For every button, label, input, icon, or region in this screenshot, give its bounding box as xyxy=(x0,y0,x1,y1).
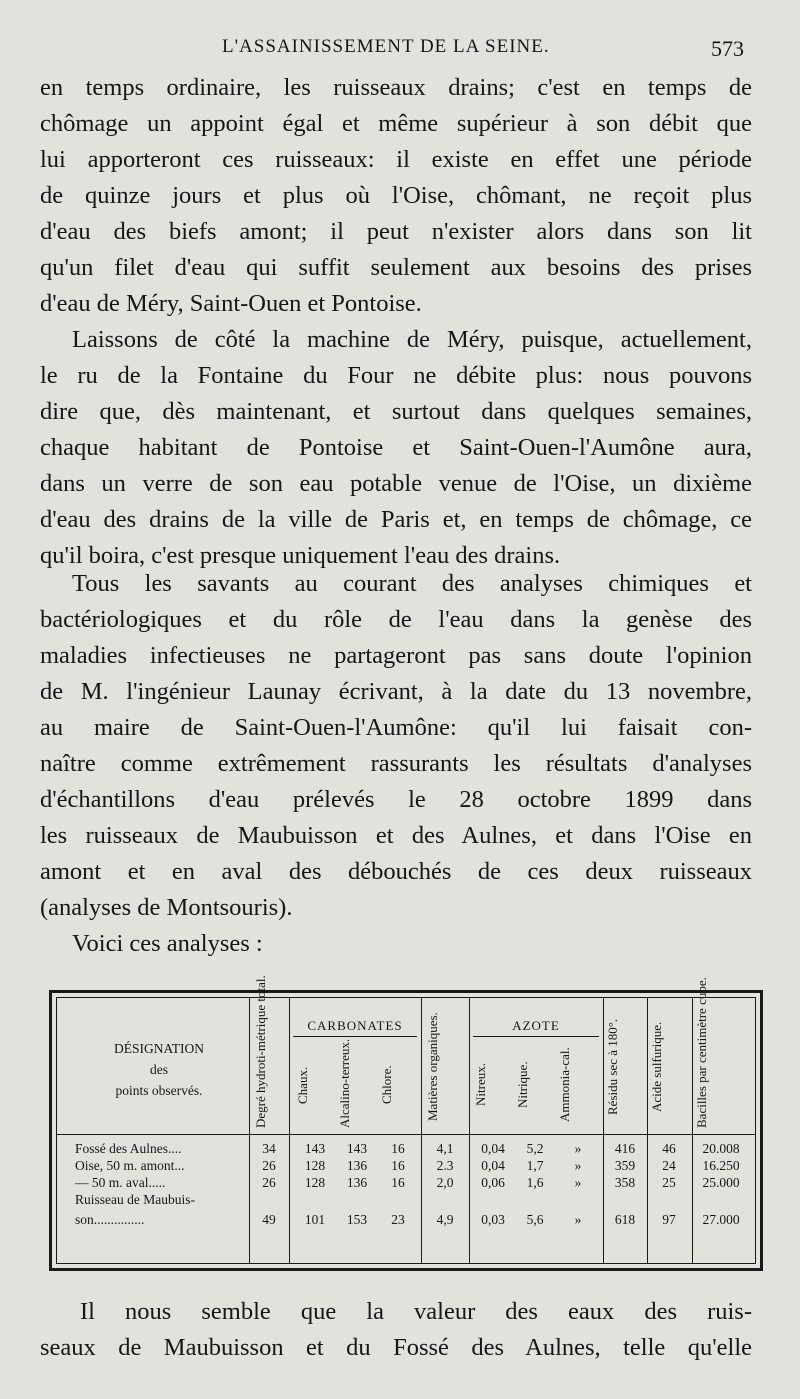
table-cell: 20.008 xyxy=(702,1141,740,1156)
text-line: de quinze jours et plus où l'Oise, chômant, ne reçoit plus xyxy=(40,182,752,209)
table-cell: 23 xyxy=(391,1212,405,1227)
table-cell: 24 xyxy=(662,1158,676,1173)
table-cell: 46 xyxy=(662,1141,676,1156)
text-line: lui apporteront ces ruisseaux: il existe en effet une période xyxy=(40,146,752,173)
table-cell: 2.3 xyxy=(436,1158,454,1173)
text-line: naître comme extrêmement rassurants les résultats d'analyses xyxy=(40,750,752,777)
text-line: maladies infectieuses ne partageront pas sans doute l'opinion xyxy=(40,642,752,669)
table-cell: 0,04 xyxy=(481,1141,505,1156)
table-cell: 27.000 xyxy=(702,1212,740,1227)
table-cell: 143 xyxy=(304,1141,326,1156)
page-number: 573 xyxy=(711,36,744,61)
table-cell: 0,03 xyxy=(481,1212,505,1227)
table-cell: 1,7 xyxy=(526,1158,544,1173)
text-line: le ru de la Fontaine du Four ne débite plus: nous pouvons xyxy=(40,362,752,389)
table-cell: 34 xyxy=(262,1141,276,1156)
text-line: d'eau de Méry, Saint-Ouen et Pontoise. xyxy=(40,290,422,317)
table-cell: » xyxy=(574,1212,582,1227)
table-cell: 0,04 xyxy=(481,1158,505,1173)
running-title: L'ASSAINISSEMENT DE LA SEINE. xyxy=(222,36,550,57)
table-cell: 136 xyxy=(346,1175,368,1190)
column-header: Alcalino-terreux. xyxy=(337,1038,352,1128)
text-line: seaux de Maubuisson et du Fossé des Aulnes, telle qu'elle xyxy=(40,1334,752,1361)
row-label: son............... xyxy=(75,1212,145,1227)
table-cell: » xyxy=(574,1158,582,1173)
table-cell: 16 xyxy=(391,1141,405,1156)
text-line: d'eau des biefs amont; il peut n'exister alors dans son lit xyxy=(40,218,752,245)
row-label: Fossé des Aulnes.... xyxy=(75,1141,182,1156)
text-line: les ruisseaux de Maubuisson et des Aulnes, et dans l'Oise en xyxy=(40,822,752,849)
text-line: Voici ces analyses : xyxy=(72,930,263,957)
table-cell: 4,1 xyxy=(436,1141,454,1156)
table-cell: 128 xyxy=(304,1158,326,1173)
table-cell: » xyxy=(574,1141,582,1156)
table-cell: 1,6 xyxy=(526,1175,544,1190)
column-header: Degré hydroti-métrique total. xyxy=(253,975,268,1128)
text-line: en temps ordinaire, les ruisseaux drains; c'est en temps de xyxy=(40,74,752,101)
table-cell: 49 xyxy=(262,1212,276,1227)
column-header: Chlore. xyxy=(379,1065,394,1105)
row-label: Ruisseau de Maubuis- xyxy=(75,1192,195,1207)
column-header: Ammonia-cal. xyxy=(557,1047,572,1123)
text-line: amont et en aval des débouchés de ces deux ruisseaux xyxy=(40,858,752,885)
text-line: qu'il boira, c'est presque uniquement l'eau des drains. xyxy=(40,542,561,569)
table-cell: » xyxy=(574,1175,582,1190)
column-header: Résidu sec à 180°. xyxy=(605,1018,620,1116)
table-cell: 16 xyxy=(391,1158,405,1173)
text-line: bactériologiques et du rôle de l'eau dans la genèse des xyxy=(40,606,752,633)
text-line: qu'un filet d'eau qui suffit seulement aux besoins des prises xyxy=(40,254,752,281)
text-line: chômage un appoint égal et même supérieur à son débit que xyxy=(40,110,752,137)
table-cell: 416 xyxy=(614,1141,636,1156)
designation-header: DÉSIGNATION des points observés. xyxy=(114,1041,204,1098)
column-header: Acide sulfurique. xyxy=(649,1021,664,1113)
table-cell: 16 xyxy=(391,1175,405,1190)
table-cell: 97 xyxy=(662,1212,676,1227)
table-cell: 143 xyxy=(346,1141,368,1156)
column-header: Chaux. xyxy=(295,1066,310,1104)
text-line: dans un verre de son eau potable venue de l'Oise, un dixième xyxy=(40,470,752,497)
table-cell: 5,6 xyxy=(526,1212,544,1227)
table-cell: 359 xyxy=(614,1158,636,1173)
table-cell: 26 xyxy=(262,1158,276,1173)
carbonates-header: CARBONATES xyxy=(307,1018,403,1033)
table-cell: 16.250 xyxy=(702,1158,740,1173)
table-cell: 0,06 xyxy=(481,1175,505,1190)
row-label: — 50 m. aval..... xyxy=(75,1175,166,1190)
table-cell: 26 xyxy=(262,1175,276,1190)
analysis-table xyxy=(49,975,763,1271)
table-cell: 5,2 xyxy=(526,1141,544,1156)
table-cell: 128 xyxy=(304,1175,326,1190)
table-cell: 101 xyxy=(304,1212,326,1227)
text-line: (analyses de Montsouris). xyxy=(40,894,293,921)
text-line: dire que, dès maintenant, et surtout dans quelques semaines, xyxy=(40,398,752,425)
text-line: Tous les savants au courant des analyses chimiques et xyxy=(72,570,752,597)
table-cell: 4,9 xyxy=(436,1212,454,1227)
column-header: Nitreux. xyxy=(473,1063,488,1107)
text-line: d'échantillons d'eau prélevés le 28 octobre 1899 dans xyxy=(40,786,752,813)
table-cell: 25 xyxy=(662,1175,676,1190)
table-cell: 153 xyxy=(346,1212,368,1227)
text-line: de M. l'ingénieur Launay écrivant, à la date du 13 novembre, xyxy=(40,678,752,705)
row-label: Oise, 50 m. amont... xyxy=(75,1158,185,1173)
text-line: Il nous semble que la valeur des eaux des ruis- xyxy=(80,1298,752,1325)
table-inner-border xyxy=(56,975,756,1264)
azote-header: AZOTE xyxy=(512,1018,560,1033)
table-cell: 358 xyxy=(614,1175,636,1190)
table-cell: 25.000 xyxy=(702,1175,740,1190)
table-cell: 136 xyxy=(346,1158,368,1173)
column-header: Nitrique. xyxy=(515,1061,530,1109)
text-line: Laissons de côté la machine de Méry, puisque, actuellement, xyxy=(72,326,752,353)
column-header: Matières organiques. xyxy=(425,1012,440,1122)
text-line: chaque habitant de Pontoise et Saint-Ouen-l'Aumône aura, xyxy=(40,434,752,461)
table-cell: 618 xyxy=(614,1212,636,1227)
table-cell: 2,0 xyxy=(436,1175,454,1190)
column-header: Bacilles par centimètre cube. xyxy=(694,977,709,1128)
page-header xyxy=(0,36,800,62)
text-line: au maire de Saint-Ouen-l'Aumône: qu'il lui faisait con- xyxy=(40,714,752,741)
text-line: d'eau des drains de la ville de Paris et, en temps de chômage, ce xyxy=(40,506,752,533)
